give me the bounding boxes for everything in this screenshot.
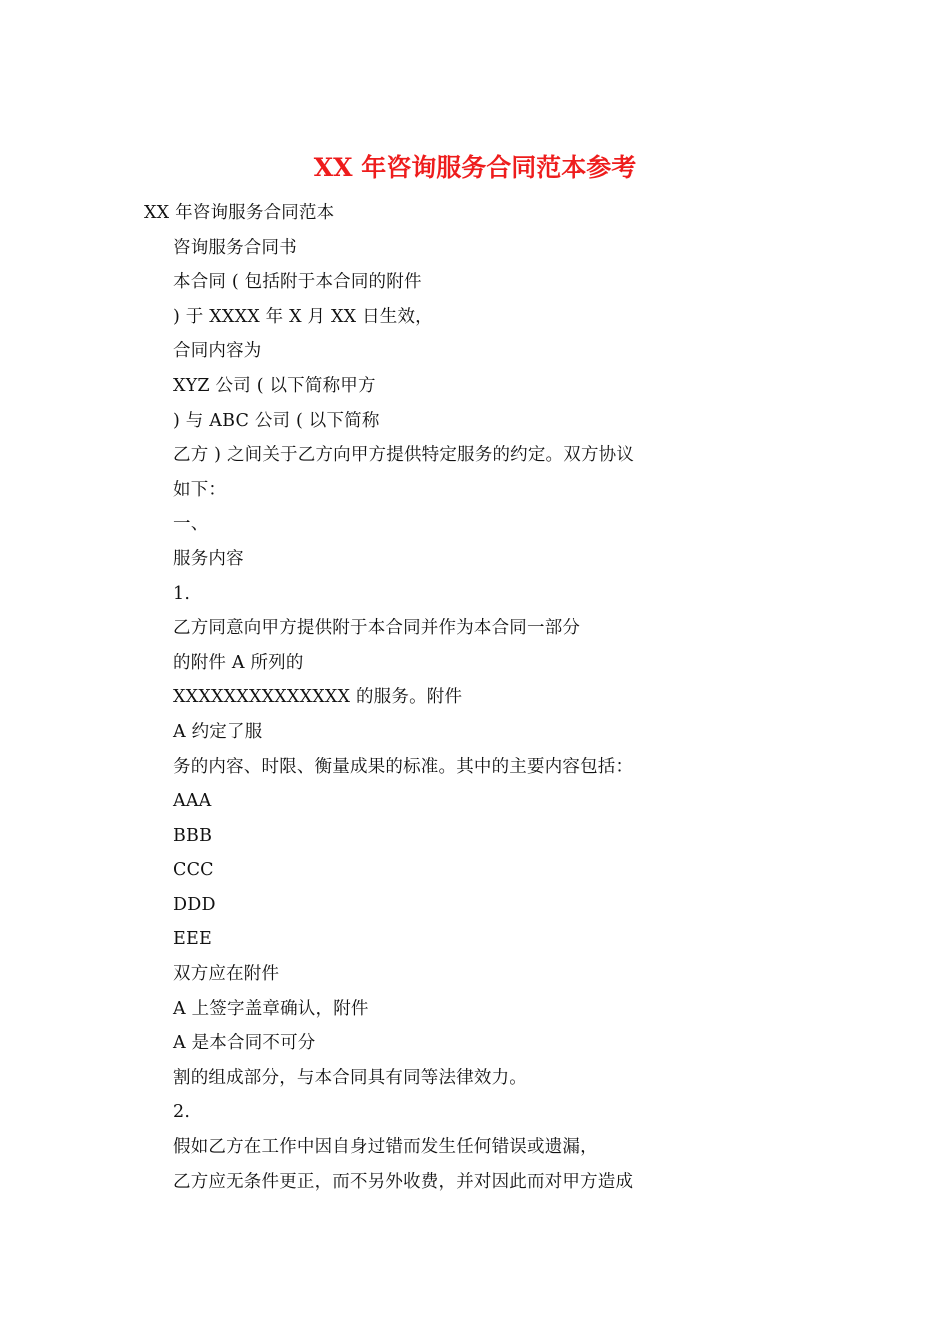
content-item: BBB: [173, 825, 213, 846]
clause-number: 1.: [173, 583, 191, 604]
content-item: CCC: [173, 860, 214, 881]
body-line: 假如乙方在工作中因自身过错而发生任何错误或遗漏，: [173, 1137, 598, 1158]
section-number: 一、: [173, 514, 209, 535]
document-title: XX 年咨询服务合同范本参考: [313, 153, 637, 182]
body-line: 乙方同意向甲方提供附于本合同并作为本合同一部分: [173, 618, 581, 639]
content-item: DDD: [173, 894, 216, 915]
body-line: 合同内容为: [173, 341, 262, 362]
body-line: XXXXXXXXXXXXXX 的服务。附件: [173, 687, 463, 708]
clause-number: 2.: [173, 1102, 191, 1123]
body-line: A 约定了服: [173, 721, 263, 742]
content-item: EEE: [173, 929, 212, 950]
document-body: [0, 196, 950, 1199]
body-line: 咨询服务合同书: [173, 237, 297, 258]
body-line: 割的组成部分，与本合同具有同等法律效力。: [173, 1067, 527, 1088]
body-line: ) 于 XXXX 年 X 月 XX 日生效，: [173, 306, 433, 327]
body-line: A 是本合同不可分: [173, 1033, 316, 1054]
body-line: 务的内容、时限、衡量成果的标准。其中的主要内容包括：: [173, 756, 634, 777]
body-line: 本合同 ( 包括附于本合同的附件: [173, 272, 422, 293]
section-heading: 服务内容: [173, 548, 244, 569]
body-line: 的附件 A 所列的: [173, 652, 304, 673]
body-line: XX 年咨询服务合同范本: [144, 203, 335, 223]
body-line: 双方应在附件: [173, 964, 280, 985]
content-item: AAA: [173, 791, 212, 812]
body-line: 如下：: [173, 479, 227, 500]
body-line: A 上签字盖章确认，附件: [173, 998, 369, 1019]
body-line: XYZ 公司 ( 以下简称甲方: [173, 375, 376, 396]
body-line: ) 与 ABC 公司 ( 以下简称: [173, 410, 380, 431]
body-line: 乙方应无条件更正，而不另外收费，并对因此而对甲方造成: [173, 1171, 634, 1192]
body-line: 乙方 ) 之间关于乙方向甲方提供特定服务的约定。双方协议: [173, 445, 635, 466]
